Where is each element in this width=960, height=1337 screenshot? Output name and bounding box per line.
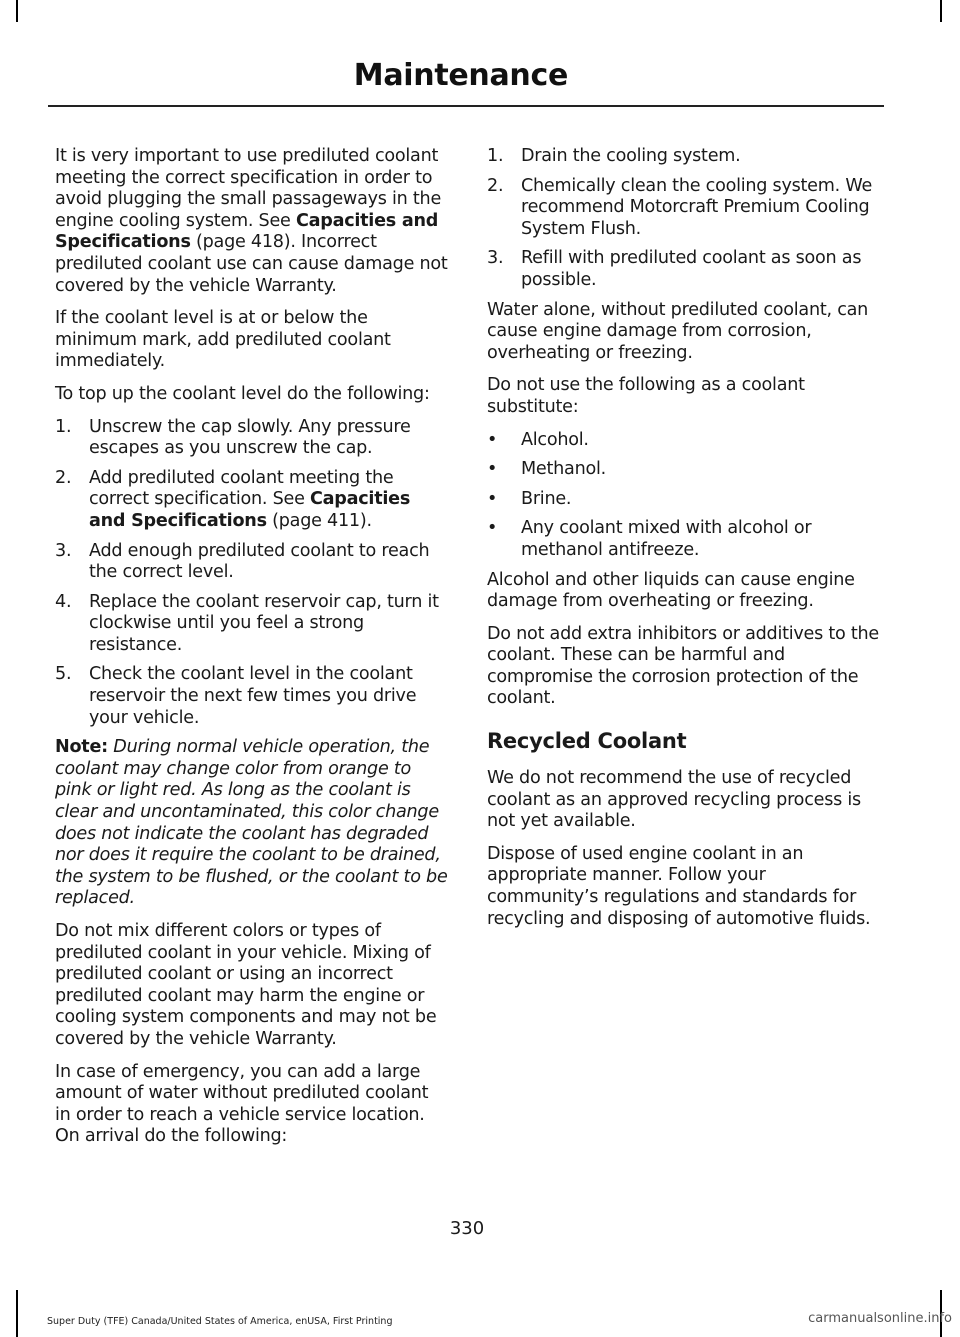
page-title: Maintenance bbox=[353, 58, 568, 93]
footer-text: Super Duty (TFE) Canada/United States of America, enUSA, First Printing bbox=[47, 1316, 393, 1327]
paragraph-text: It is very important to use prediluted coolant meeting the correct specification in order to avoid plugging the small passageways in the engine cooling system. See bbox=[55, 146, 442, 231]
list-item-text: Alcohol. bbox=[521, 429, 589, 450]
list-item bbox=[487, 146, 881, 168]
list-item-text: Methanol. bbox=[521, 459, 606, 480]
list-item-text: Add prediluted coolant meeting the correct specification. See bbox=[89, 467, 394, 510]
list-item bbox=[487, 459, 881, 481]
list-item bbox=[487, 489, 881, 511]
bullet-marker: • bbox=[487, 488, 498, 509]
paragraph: Water alone, without prediluted coolant, can cause engine damage from corrosion, overheating or freezing. bbox=[487, 299, 869, 363]
paragraph-text: (page 418). Incorrect prediluted coolant use can cause damage not covered by the vehicle Warranty. bbox=[55, 232, 448, 296]
list-number: 1. bbox=[55, 416, 72, 437]
paragraph: Do not add extra inhibitors or additives to the coolant. These can be harmful and compromise the corrosion protection of the coolant. bbox=[487, 623, 879, 709]
paragraph: Dispose of used engine coolant in an appropriate manner. Follow your community’s regulations and standards for recycling and disposing of automotive fluids. bbox=[487, 843, 871, 929]
paragraph: If the coolant level is at or below the minimum mark, add prediluted coolant immediately. bbox=[55, 308, 391, 372]
note bbox=[55, 737, 449, 910]
left-column bbox=[55, 146, 449, 1159]
right-column bbox=[487, 146, 881, 941]
list-number: 5. bbox=[55, 664, 72, 685]
list-item bbox=[55, 417, 449, 460]
list-number: 1. bbox=[487, 146, 504, 166]
list-item bbox=[487, 248, 881, 291]
list-item-text: Brine. bbox=[521, 488, 572, 509]
bullet-marker: • bbox=[487, 459, 498, 480]
list-item bbox=[55, 592, 449, 657]
paragraph: To top up the coolant level do the following: bbox=[55, 383, 430, 404]
list-item-text: Refill with prediluted coolant as soon as possible. bbox=[521, 248, 862, 290]
list-item-text: Chemically clean the cooling system. We recommend Motorcraft Premium Cooling System Flush. bbox=[521, 175, 873, 239]
section-heading: Recycled Coolant bbox=[487, 729, 687, 754]
list-item-text: Check the coolant level in the coolant reservoir the next few times you drive your vehicle. bbox=[89, 664, 417, 728]
crop-mark bbox=[16, 0, 18, 22]
note-label: Note: bbox=[55, 737, 108, 758]
page-number: 330 bbox=[449, 1218, 485, 1239]
list-item bbox=[55, 541, 449, 584]
paragraph: We do not recommend the use of recycled coolant as an approved recycling process is not yet available. bbox=[487, 768, 861, 832]
paragraph: Do not use the following as a coolant substitute: bbox=[487, 375, 805, 417]
list-item-text: Unscrew the cap slowly. Any pressure escapes as you unscrew the cap. bbox=[89, 416, 411, 459]
list-item bbox=[55, 468, 449, 533]
bullet-marker: • bbox=[487, 518, 498, 539]
list-number: 2. bbox=[55, 467, 72, 488]
list-item bbox=[487, 430, 881, 452]
list-item-text: Replace the coolant reservoir cap, turn it clockwise until you feel a strong resistance. bbox=[89, 591, 439, 655]
bullet-list bbox=[487, 430, 881, 562]
cross-reference-link[interactable]: Capacities and Specifications bbox=[55, 210, 439, 253]
list-number: 3. bbox=[55, 540, 72, 561]
list-number: 2. bbox=[487, 175, 504, 196]
list-item-text: Any coolant mixed with alcohol or methanol antifreeze. bbox=[521, 518, 812, 560]
crop-mark bbox=[940, 0, 942, 22]
paragraph: Alcohol and other liquids can cause engine damage from overheating or freezing. bbox=[487, 569, 855, 612]
crop-mark bbox=[16, 1290, 18, 1337]
list-number: 4. bbox=[55, 591, 72, 612]
list-item bbox=[55, 664, 449, 729]
bullet-marker: • bbox=[487, 429, 498, 450]
paragraph bbox=[55, 146, 449, 297]
list-item bbox=[487, 176, 881, 241]
paragraph: In case of emergency, you can add a large amount of water without prediluted coolant in order to reach a vehicle service location. On arrival do the following: bbox=[55, 1061, 429, 1147]
note-text: During normal vehicle operation, the coolant may change color from orange to pink or light red. As long as the coolant is clear and uncontaminated, this color change does not indicate the coolant has degraded nor does it require the coolant to be drained, the system to be flushed, or the coolant to be replaced. bbox=[55, 737, 448, 909]
numbered-list bbox=[487, 146, 881, 292]
list-item-text: (page 411). bbox=[266, 510, 372, 531]
list-item bbox=[487, 518, 881, 561]
numbered-list bbox=[55, 417, 449, 730]
cross-reference-link[interactable]: Capacities and Specifications bbox=[89, 489, 411, 531]
watermark-link[interactable]: carmanualsonline.info bbox=[808, 1311, 952, 1326]
list-item-text: Drain the cooling system. bbox=[521, 146, 741, 166]
list-item-text: Add enough prediluted coolant to reach the correct level. bbox=[89, 540, 430, 583]
header-divider bbox=[48, 105, 884, 107]
list-number: 3. bbox=[487, 248, 504, 269]
paragraph: Do not mix different colors or types of prediluted coolant in your vehicle. Mixing of prediluted coolant or using an incorrect prediluted coolant may harm the engine or cooling system components and may not be covered by the vehicle Warranty. bbox=[55, 921, 437, 1049]
